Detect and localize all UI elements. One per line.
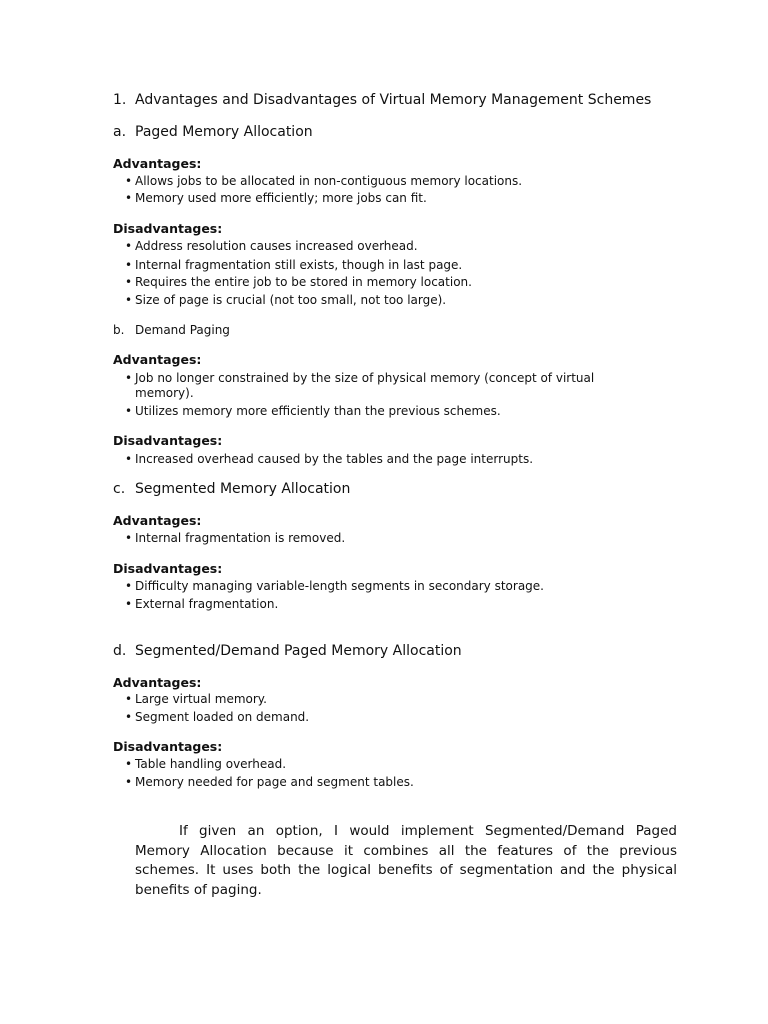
section-title: Paged Memory Allocation bbox=[135, 124, 313, 140]
section-heading-c bbox=[113, 481, 350, 497]
list-item: • Allows jobs to be allocated in non-contiguous memory locations. bbox=[125, 174, 523, 188]
advantages-label: Advantages: bbox=[113, 675, 202, 690]
bullet-icon: • bbox=[125, 404, 133, 418]
section-letter: b. bbox=[113, 323, 125, 337]
section-letter: d. bbox=[113, 643, 127, 659]
list-item: • Internal fragmentation still exists, though in last page. bbox=[125, 258, 463, 272]
bullet-icon: • bbox=[125, 597, 133, 611]
document-title bbox=[113, 92, 651, 108]
list-item: • Large virtual memory. bbox=[125, 692, 267, 706]
section-heading-d bbox=[113, 643, 462, 659]
bullet-icon: • bbox=[125, 692, 133, 706]
title-number: 1. bbox=[113, 92, 127, 108]
list-item: • Segment loaded on demand. bbox=[125, 710, 310, 724]
disadvantages-label: Disadvantages: bbox=[113, 221, 223, 236]
bullet-icon: • bbox=[125, 579, 133, 593]
bullet-icon: • bbox=[125, 293, 133, 307]
bullet-icon: • bbox=[125, 371, 133, 385]
section-title: Segmented/Demand Paged Memory Allocation bbox=[135, 643, 462, 659]
section-heading-a bbox=[113, 124, 313, 140]
list-item: • Table handling overhead. bbox=[125, 757, 287, 771]
section-title: Demand Paging bbox=[135, 323, 230, 337]
bullet-icon: • bbox=[125, 258, 133, 272]
section-letter: c. bbox=[113, 481, 126, 497]
list-item: • Internal fragmentation is removed. bbox=[125, 531, 346, 545]
bullet-icon: • bbox=[125, 531, 133, 545]
conclusion-text: If given an option, I would implement Segmented/Demand Paged Memory Allocation because it combines all the features of the previous schemes. It uses both the logical benefits of segmentation and the physical benefits of paging. bbox=[135, 823, 677, 898]
list-item: • Job no longer constrained by the size of physical memory (concept of virtual memory). bbox=[125, 371, 595, 400]
list-item: • Increased overhead caused by the tables and the page interrupts. bbox=[125, 452, 534, 466]
list-item: • Difficulty managing variable-length segments in secondary storage. bbox=[125, 579, 544, 593]
bullet-icon: • bbox=[125, 710, 133, 724]
advantages-label: Advantages: bbox=[113, 352, 202, 367]
bullet-icon: • bbox=[125, 239, 133, 253]
list-item: • Utilizes memory more efficiently than the previous schemes. bbox=[125, 404, 501, 418]
section-letter: a. bbox=[113, 124, 127, 140]
bullet-icon: • bbox=[125, 174, 133, 188]
list-item: • Address resolution causes increased overhead. bbox=[125, 239, 418, 253]
bullet-icon: • bbox=[125, 775, 133, 789]
title-text: Advantages and Disadvantages of Virtual Memory Management Schemes bbox=[135, 92, 652, 108]
list-item: • Memory used more efficiently; more jobs can fit. bbox=[125, 191, 427, 205]
advantages-label: Advantages: bbox=[113, 156, 202, 171]
disadvantages-label: Disadvantages: bbox=[113, 739, 223, 754]
disadvantages-label: Disadvantages: bbox=[113, 561, 223, 576]
bullet-icon: • bbox=[125, 191, 133, 205]
advantages-label: Advantages: bbox=[113, 513, 202, 528]
list-item: • Requires the entire job to be stored in memory location. bbox=[125, 275, 472, 289]
conclusion-paragraph bbox=[135, 822, 677, 900]
bullet-icon: • bbox=[125, 452, 133, 466]
list-item: • External fragmentation. bbox=[125, 597, 279, 611]
list-item: • Memory needed for page and segment tables. bbox=[125, 775, 414, 789]
bullet-icon: • bbox=[125, 757, 133, 771]
section-title: Segmented Memory Allocation bbox=[135, 481, 351, 497]
section-heading-b bbox=[113, 323, 230, 337]
list-item: • Size of page is crucial (not too small, not too large). bbox=[125, 293, 447, 307]
disadvantages-label: Disadvantages: bbox=[113, 433, 223, 448]
bullet-icon: • bbox=[125, 275, 133, 289]
